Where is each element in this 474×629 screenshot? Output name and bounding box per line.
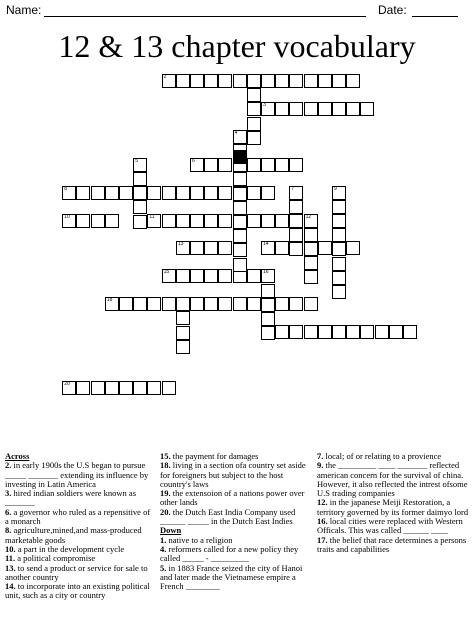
grid-cell[interactable] bbox=[162, 74, 176, 88]
clue-text: living in a section ofa country set aside for foreigners but subject to the host country's laws bbox=[160, 460, 306, 489]
grid-cell[interactable] bbox=[332, 228, 346, 242]
grid-cell[interactable] bbox=[261, 158, 275, 172]
clue-number: 12. bbox=[317, 497, 328, 508]
clue-column-1 bbox=[5, 452, 152, 601]
grid-cell[interactable] bbox=[289, 158, 303, 172]
grid-cell[interactable] bbox=[289, 74, 303, 88]
grid-cell[interactable] bbox=[133, 186, 147, 200]
grid-cell[interactable] bbox=[204, 297, 218, 311]
clue-number: 20. bbox=[160, 506, 171, 517]
grid-cell[interactable] bbox=[76, 214, 90, 228]
grid-cell[interactable] bbox=[233, 130, 247, 144]
down-heading: Down bbox=[160, 525, 182, 536]
grid-cell[interactable] bbox=[304, 214, 318, 228]
grid-cell[interactable] bbox=[275, 214, 289, 228]
grid-cell[interactable] bbox=[176, 186, 190, 200]
grid-cell[interactable] bbox=[190, 241, 204, 255]
grid-cell[interactable] bbox=[76, 381, 90, 395]
grid-cell[interactable] bbox=[275, 102, 289, 116]
grid-black-cell bbox=[233, 150, 247, 164]
grid-cell[interactable] bbox=[119, 297, 133, 311]
grid-cell[interactable] bbox=[261, 326, 275, 340]
clue-2 bbox=[5, 461, 152, 489]
grid-cell[interactable] bbox=[289, 325, 303, 339]
clue-number: 9. bbox=[317, 460, 324, 471]
clue-number: 1. bbox=[160, 534, 167, 545]
grid-cell[interactable] bbox=[62, 214, 76, 228]
grid-cell[interactable] bbox=[233, 215, 247, 229]
grid-cell[interactable] bbox=[332, 242, 346, 256]
clue-9 bbox=[317, 461, 469, 498]
cell-number: 2 bbox=[163, 74, 167, 80]
grid-cell[interactable] bbox=[147, 381, 161, 395]
grid-cell[interactable] bbox=[218, 74, 232, 88]
clue-text: a governor who ruled as a repensitive of a monarch bbox=[5, 506, 151, 527]
clue-text: in the japanese Meiji Restoration, a territory governed by its former daimyo lord bbox=[317, 497, 469, 517]
grid-cell[interactable] bbox=[176, 269, 190, 283]
grid-cell[interactable] bbox=[233, 74, 247, 88]
grid-cell[interactable] bbox=[275, 74, 289, 88]
grid-cell[interactable] bbox=[218, 186, 232, 200]
cell-number: 3 bbox=[263, 101, 266, 108]
clue-number: 15. bbox=[160, 451, 171, 461]
clue-number: 7. bbox=[317, 451, 324, 461]
clue-text: native to a religion bbox=[166, 534, 233, 545]
clue-5 bbox=[160, 564, 310, 592]
grid-cell[interactable] bbox=[289, 102, 303, 116]
clue-number: 5. bbox=[160, 562, 167, 573]
clue-number: 16. bbox=[317, 516, 328, 527]
cell-number: 6 bbox=[192, 157, 195, 164]
clue-column-2 bbox=[160, 452, 310, 591]
grid-cell[interactable] bbox=[162, 381, 176, 395]
grid-cell[interactable] bbox=[304, 242, 318, 256]
clue-text: hired indian soldiers were known as _______ bbox=[5, 488, 137, 508]
grid-cell[interactable] bbox=[318, 241, 332, 255]
clue-text: to incorporate into an existing political unit, such as a city or country bbox=[5, 581, 150, 601]
grid-cell[interactable] bbox=[275, 297, 289, 311]
grid-cell[interactable] bbox=[304, 270, 318, 284]
grid-cell[interactable] bbox=[190, 269, 204, 283]
grid-cell[interactable] bbox=[346, 102, 360, 116]
grid-cell[interactable] bbox=[105, 297, 119, 311]
grid-cell[interactable] bbox=[218, 214, 232, 228]
grid-cell[interactable] bbox=[119, 186, 133, 200]
grid-cell[interactable] bbox=[332, 285, 346, 299]
grid-cell[interactable] bbox=[261, 241, 275, 255]
grid-cell[interactable] bbox=[233, 258, 247, 272]
clue-text: in early 1900s the U.S began to pursue _____ _______ extending its influence by investing in Latin America bbox=[5, 460, 149, 489]
grid-cell[interactable] bbox=[190, 158, 204, 172]
grid-cell[interactable] bbox=[147, 186, 161, 200]
grid-cell[interactable] bbox=[204, 269, 218, 283]
cell-number: 9 bbox=[334, 185, 337, 192]
grid-cell[interactable] bbox=[91, 381, 105, 395]
cell-number: 5 bbox=[135, 157, 138, 164]
grid-cell[interactable] bbox=[332, 271, 346, 285]
clue-number: 10. bbox=[5, 543, 16, 554]
grid-cell[interactable] bbox=[218, 297, 232, 311]
grid-cell[interactable] bbox=[218, 241, 232, 255]
grid-cell[interactable] bbox=[233, 243, 247, 257]
grid-cell[interactable] bbox=[105, 381, 119, 395]
grid-cell[interactable] bbox=[261, 298, 275, 312]
cell-number: 10 bbox=[64, 213, 70, 220]
grid-cell[interactable] bbox=[289, 186, 303, 200]
cell-number: 8 bbox=[64, 185, 67, 192]
grid-cell[interactable] bbox=[332, 74, 346, 88]
grid-cell[interactable] bbox=[218, 158, 232, 172]
clue-17 bbox=[317, 536, 469, 555]
clue-text: the payment for damages bbox=[170, 451, 259, 461]
clue-number: 17. bbox=[317, 534, 328, 545]
grid-cell[interactable] bbox=[162, 297, 176, 311]
grid-cell[interactable] bbox=[247, 74, 261, 88]
grid-cell[interactable] bbox=[133, 297, 147, 311]
grid-cell[interactable] bbox=[289, 214, 303, 228]
clue-number: 3. bbox=[5, 488, 12, 499]
grid-cell[interactable] bbox=[247, 117, 261, 131]
grid-cell[interactable] bbox=[233, 201, 247, 215]
grid-cell[interactable] bbox=[204, 214, 218, 228]
clue-text: in 1883 France seized the city of Hanoi and later made the Vietnamese empire a French ________ bbox=[160, 562, 303, 592]
clue-number: 13. bbox=[5, 562, 16, 573]
grid-cell[interactable] bbox=[332, 214, 346, 228]
clue-19 bbox=[160, 489, 310, 508]
grid-cell[interactable] bbox=[176, 241, 190, 255]
grid-cell[interactable] bbox=[176, 340, 190, 354]
grid-cell[interactable] bbox=[119, 381, 133, 395]
grid-cell[interactable] bbox=[332, 325, 346, 339]
grid-cell[interactable] bbox=[289, 200, 303, 214]
across-heading: Across bbox=[5, 451, 30, 461]
grid-cell[interactable] bbox=[247, 186, 261, 200]
clue-number: 11. bbox=[5, 553, 16, 564]
grid-cell[interactable] bbox=[403, 325, 417, 339]
cell-number: 7 bbox=[291, 185, 295, 192]
clue-text: agriculture,mined,and mass-produced marketable goods bbox=[5, 525, 142, 545]
name-label: Name: bbox=[6, 3, 42, 17]
grid-cell[interactable] bbox=[176, 214, 190, 228]
grid-cell[interactable] bbox=[375, 325, 389, 339]
grid-cell[interactable] bbox=[162, 214, 176, 228]
grid-cell[interactable] bbox=[275, 241, 289, 255]
clue-text: reformers called for a new policy they called _____ - _________ bbox=[160, 543, 299, 564]
grid-cell[interactable] bbox=[289, 297, 303, 311]
clue-number: 2. bbox=[5, 460, 12, 471]
grid-cell[interactable] bbox=[204, 186, 218, 200]
clue-number: 19. bbox=[160, 488, 171, 499]
grid-cell[interactable] bbox=[261, 284, 275, 298]
grid-cell[interactable] bbox=[360, 102, 374, 116]
grid-cell[interactable] bbox=[304, 102, 318, 116]
grid-cell[interactable] bbox=[233, 172, 247, 186]
cell-number: 12 bbox=[305, 213, 312, 220]
clue-number: 8. bbox=[5, 525, 12, 536]
grid-cell[interactable] bbox=[247, 102, 261, 116]
grid-cell[interactable] bbox=[62, 186, 76, 200]
grid-cell[interactable] bbox=[389, 325, 403, 339]
grid-cell[interactable] bbox=[91, 186, 105, 200]
grid-cell[interactable] bbox=[261, 74, 275, 88]
clue-14 bbox=[5, 582, 152, 601]
grid-cell[interactable] bbox=[275, 325, 289, 339]
grid-cell[interactable] bbox=[247, 131, 261, 145]
clue-8 bbox=[5, 526, 152, 545]
clue-18 bbox=[160, 461, 310, 489]
grid-cell[interactable] bbox=[204, 74, 218, 88]
grid-cell[interactable] bbox=[133, 172, 147, 186]
grid-cell[interactable] bbox=[247, 158, 261, 172]
grid-cell[interactable] bbox=[233, 229, 247, 243]
grid-cell[interactable] bbox=[332, 186, 346, 200]
grid-cell[interactable] bbox=[289, 228, 303, 242]
grid-cell[interactable] bbox=[289, 242, 303, 256]
grid-cell[interactable] bbox=[162, 186, 176, 200]
grid-cell[interactable] bbox=[190, 297, 204, 311]
grid-cell[interactable] bbox=[147, 297, 161, 311]
grid-cell[interactable] bbox=[147, 214, 161, 228]
grid-cell[interactable] bbox=[318, 325, 332, 339]
grid-cell[interactable] bbox=[233, 297, 247, 311]
clue-4 bbox=[160, 545, 310, 564]
grid-cell[interactable] bbox=[332, 257, 346, 271]
grid-cell[interactable] bbox=[346, 74, 360, 88]
grid-cell[interactable] bbox=[332, 102, 346, 116]
clue-text: a political compromise bbox=[15, 553, 96, 564]
cell-number: 15 bbox=[163, 269, 170, 276]
clue-number: 14. bbox=[5, 581, 16, 592]
grid-cell[interactable] bbox=[133, 381, 147, 395]
grid-cell[interactable] bbox=[133, 158, 147, 172]
cell-number: 11 bbox=[149, 213, 155, 220]
clue-16 bbox=[317, 517, 469, 536]
grid-cell[interactable] bbox=[133, 200, 147, 214]
grid-cell[interactable] bbox=[190, 186, 204, 200]
grid-cell[interactable] bbox=[261, 102, 275, 116]
clue-text: the _________ ____ _______ reflected american concern for the survival of china. However, it also reflected the intrest ofsome U.S trading companies bbox=[317, 460, 468, 499]
cell-number: 20 bbox=[64, 380, 70, 387]
grid-cell[interactable] bbox=[91, 214, 105, 228]
clue-13 bbox=[5, 564, 152, 583]
grid-cell[interactable] bbox=[218, 269, 232, 283]
grid-cell[interactable] bbox=[318, 102, 332, 116]
clue-text: the belief that race determines a persons traits and capabilities bbox=[317, 534, 467, 554]
clue-text: to send a product or service for sale to another country bbox=[5, 562, 148, 582]
grid-cell[interactable] bbox=[247, 297, 261, 311]
grid-cell[interactable] bbox=[190, 214, 204, 228]
grid-cell[interactable] bbox=[176, 311, 190, 325]
cell-number: 13 bbox=[177, 241, 184, 248]
grid-cell[interactable] bbox=[247, 269, 261, 283]
clue-text: local; of or relating to a provience bbox=[323, 451, 442, 461]
clue-6 bbox=[5, 508, 152, 527]
grid-cell[interactable] bbox=[346, 325, 360, 339]
grid-cell[interactable] bbox=[261, 214, 275, 228]
cell-number: 14 bbox=[263, 241, 269, 248]
grid-cell[interactable] bbox=[275, 158, 289, 172]
grid-cell[interactable] bbox=[261, 312, 275, 326]
grid-cell[interactable] bbox=[304, 228, 318, 242]
grid-cell[interactable] bbox=[233, 187, 247, 201]
cell-number: 18 bbox=[106, 297, 113, 304]
page-title: 12 & 13 chapter vocabulary bbox=[58, 28, 416, 64]
clue-number: 6. bbox=[5, 506, 12, 517]
clue-number: 4. bbox=[160, 543, 167, 554]
clue-text: the extensoion of a nations power over other lands bbox=[160, 488, 305, 508]
grid-cell[interactable] bbox=[332, 200, 346, 214]
grid-cell[interactable] bbox=[176, 326, 190, 340]
grid-cell[interactable] bbox=[190, 74, 204, 88]
grid-cell[interactable] bbox=[105, 186, 119, 200]
grid-cell[interactable] bbox=[204, 241, 218, 255]
grid-cell[interactable] bbox=[261, 186, 275, 200]
date-label: Date: bbox=[378, 3, 407, 17]
grid-cell[interactable] bbox=[162, 269, 176, 283]
grid-cell[interactable] bbox=[318, 74, 332, 88]
clue-3 bbox=[5, 489, 152, 508]
cell-number: 4 bbox=[234, 129, 238, 136]
grid-cell[interactable] bbox=[105, 214, 119, 228]
clue-text: local cities were replaced with Western Officals. This was called ______ ____ bbox=[317, 516, 463, 536]
grid-cell[interactable] bbox=[176, 74, 190, 88]
grid-cell[interactable] bbox=[204, 158, 218, 172]
grid-cell[interactable] bbox=[133, 215, 147, 229]
cell-number: 16 bbox=[263, 269, 269, 276]
clue-20 bbox=[160, 508, 310, 527]
grid-cell[interactable] bbox=[304, 297, 318, 311]
grid-cell[interactable] bbox=[62, 381, 76, 395]
grid-cell[interactable] bbox=[346, 241, 360, 255]
grid-cell[interactable] bbox=[304, 256, 318, 270]
clue-column-3 bbox=[317, 452, 469, 554]
clue-number: 18. bbox=[160, 460, 171, 471]
grid-cell[interactable] bbox=[261, 269, 275, 283]
clue-12 bbox=[317, 498, 469, 517]
grid-cell[interactable] bbox=[247, 88, 261, 102]
clue-text: the Dutch East India Company used ______ _____ in the Dutch East Indies bbox=[160, 506, 296, 527]
grid-cell[interactable] bbox=[247, 214, 261, 228]
clue-text: a part in the development cycle bbox=[15, 543, 125, 554]
grid-cell[interactable] bbox=[76, 186, 90, 200]
grid-cell[interactable] bbox=[176, 297, 190, 311]
grid-cell[interactable] bbox=[360, 325, 374, 339]
grid-cell[interactable] bbox=[304, 325, 318, 339]
grid-cell[interactable] bbox=[304, 74, 318, 88]
